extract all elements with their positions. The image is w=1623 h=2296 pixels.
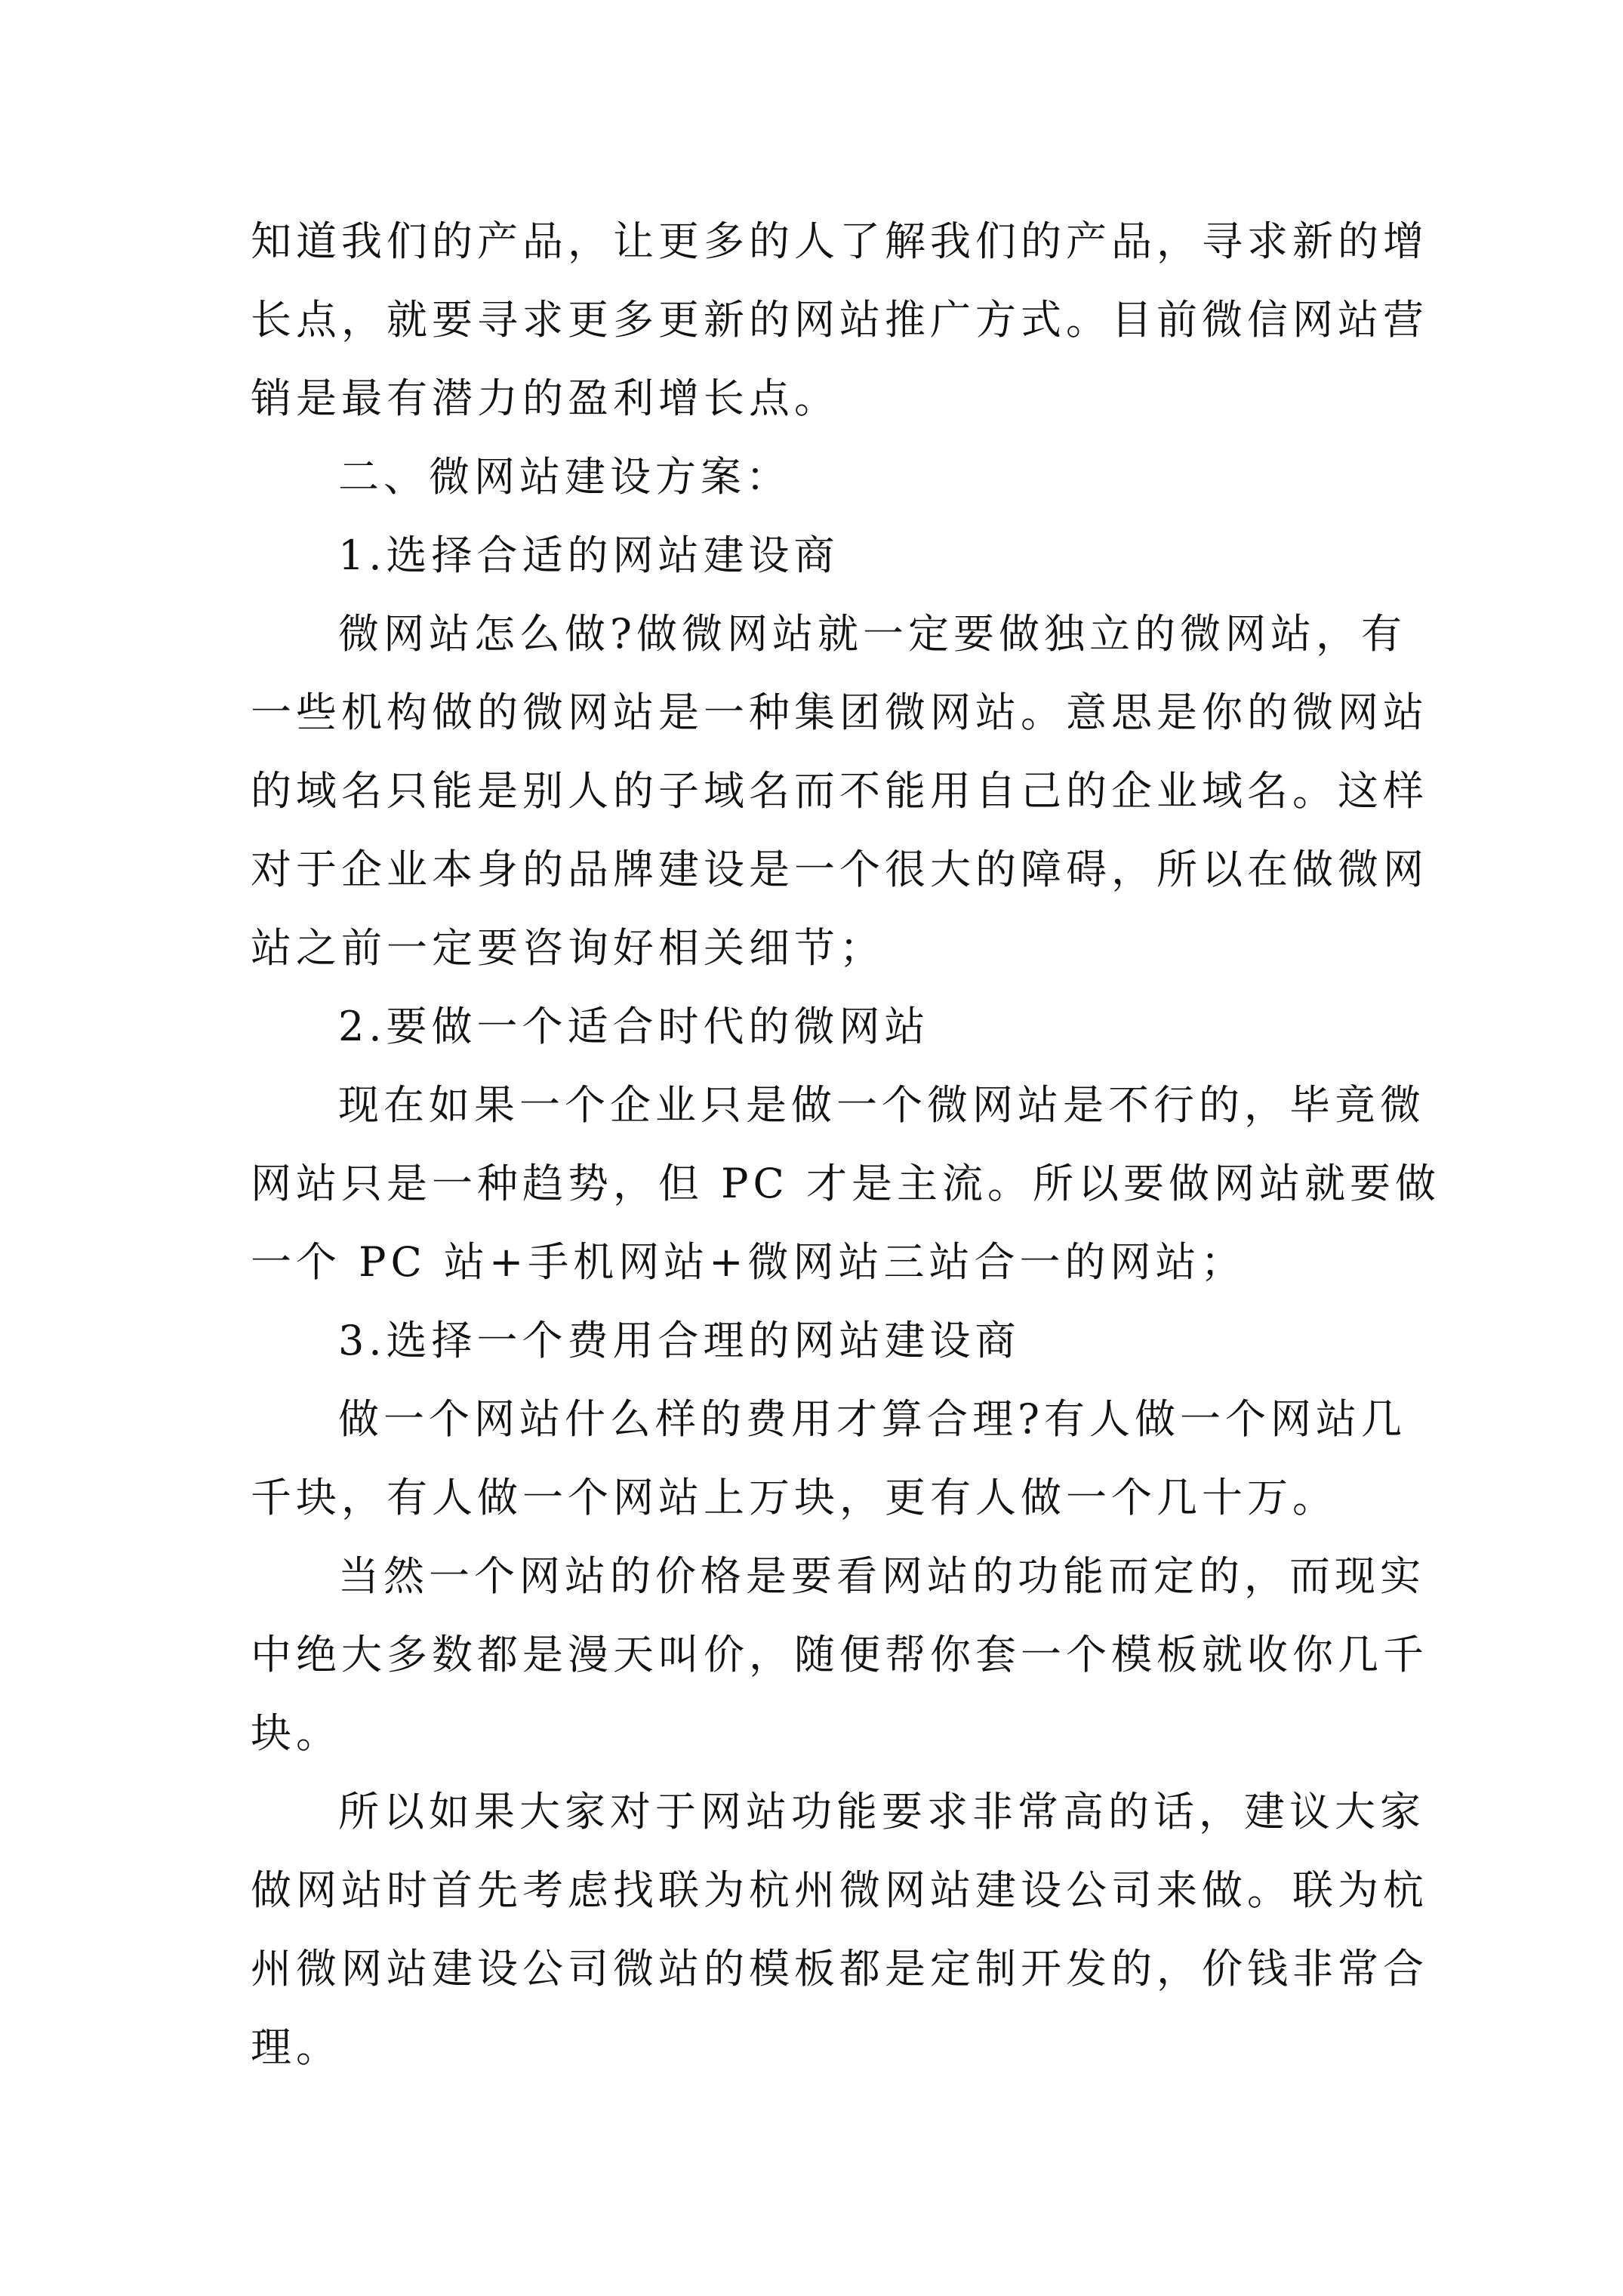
text-line: 块。 — [251, 1709, 341, 1757]
text-line: 千块，有人做一个网站上万块，更有人做一个几十万。 — [251, 1474, 1338, 1521]
text-line: 做一个网站什么样的费用才算合理?有人做一个网站几 — [338, 1395, 1406, 1443]
subsection-heading: 2.要做一个适合时代的微网站 — [338, 1003, 930, 1050]
text-line: 所以如果大家对于网站功能要求非常高的话，建议大家 — [338, 1788, 1425, 1835]
text-line: 站之前一定要咨询好相关细节； — [251, 924, 885, 972]
text-line: 州微网站建设公司微站的模板都是定制开发的，价钱非常合 — [251, 1945, 1428, 1992]
section-heading: 二、微网站建设方案： — [338, 453, 791, 501]
subsection-heading: 1.选择合适的网站建设商 — [338, 532, 839, 579]
text-line: 做网站时首先考虑找联为杭州微网站建设公司来做。联为杭 — [251, 1866, 1428, 1914]
text-line: 当然一个网站的价格是要看网站的功能而定的，而现实 — [338, 1552, 1425, 1600]
text-line: 的域名只能是别人的子域名而不能用自己的企业域名。这样 — [251, 767, 1428, 815]
text-line: 对于企业本身的品牌建设是一个很大的障碍，所以在做微网 — [251, 846, 1428, 893]
text-line: 销是最有潜力的盈利增长点。 — [251, 374, 839, 422]
text-line: 中绝大多数都是漫天叫价，随便帮你套一个模板就收你几千 — [251, 1631, 1428, 1678]
text-line: 理。 — [251, 2023, 341, 2071]
text-line: 一些机构做的微网站是一种集团微网站。意思是你的微网站 — [251, 689, 1428, 736]
text-line: 微网站怎么做?做微网站就一定要做独立的微网站，有 — [338, 610, 1406, 658]
text-line: 现在如果一个企业只是做一个微网站是不行的，毕竟微 — [338, 1081, 1425, 1129]
text-line: 知道我们的产品，让更多的人了解我们的产品，寻求新的增 — [251, 217, 1428, 265]
text-line: 长点，就要寻求更多更新的网站推广方式。目前微信网站营 — [251, 296, 1428, 344]
text-line: 一个 PC 站+手机网站+微网站三站合一的网站； — [251, 1238, 1246, 1286]
text-line: 网站只是一种趋势，但 PC 才是主流。所以要做网站就要做 — [251, 1160, 1440, 1207]
document-body — [251, 202, 1440, 2087]
subsection-heading: 3.选择一个费用合理的网站建设商 — [338, 1317, 1021, 1364]
